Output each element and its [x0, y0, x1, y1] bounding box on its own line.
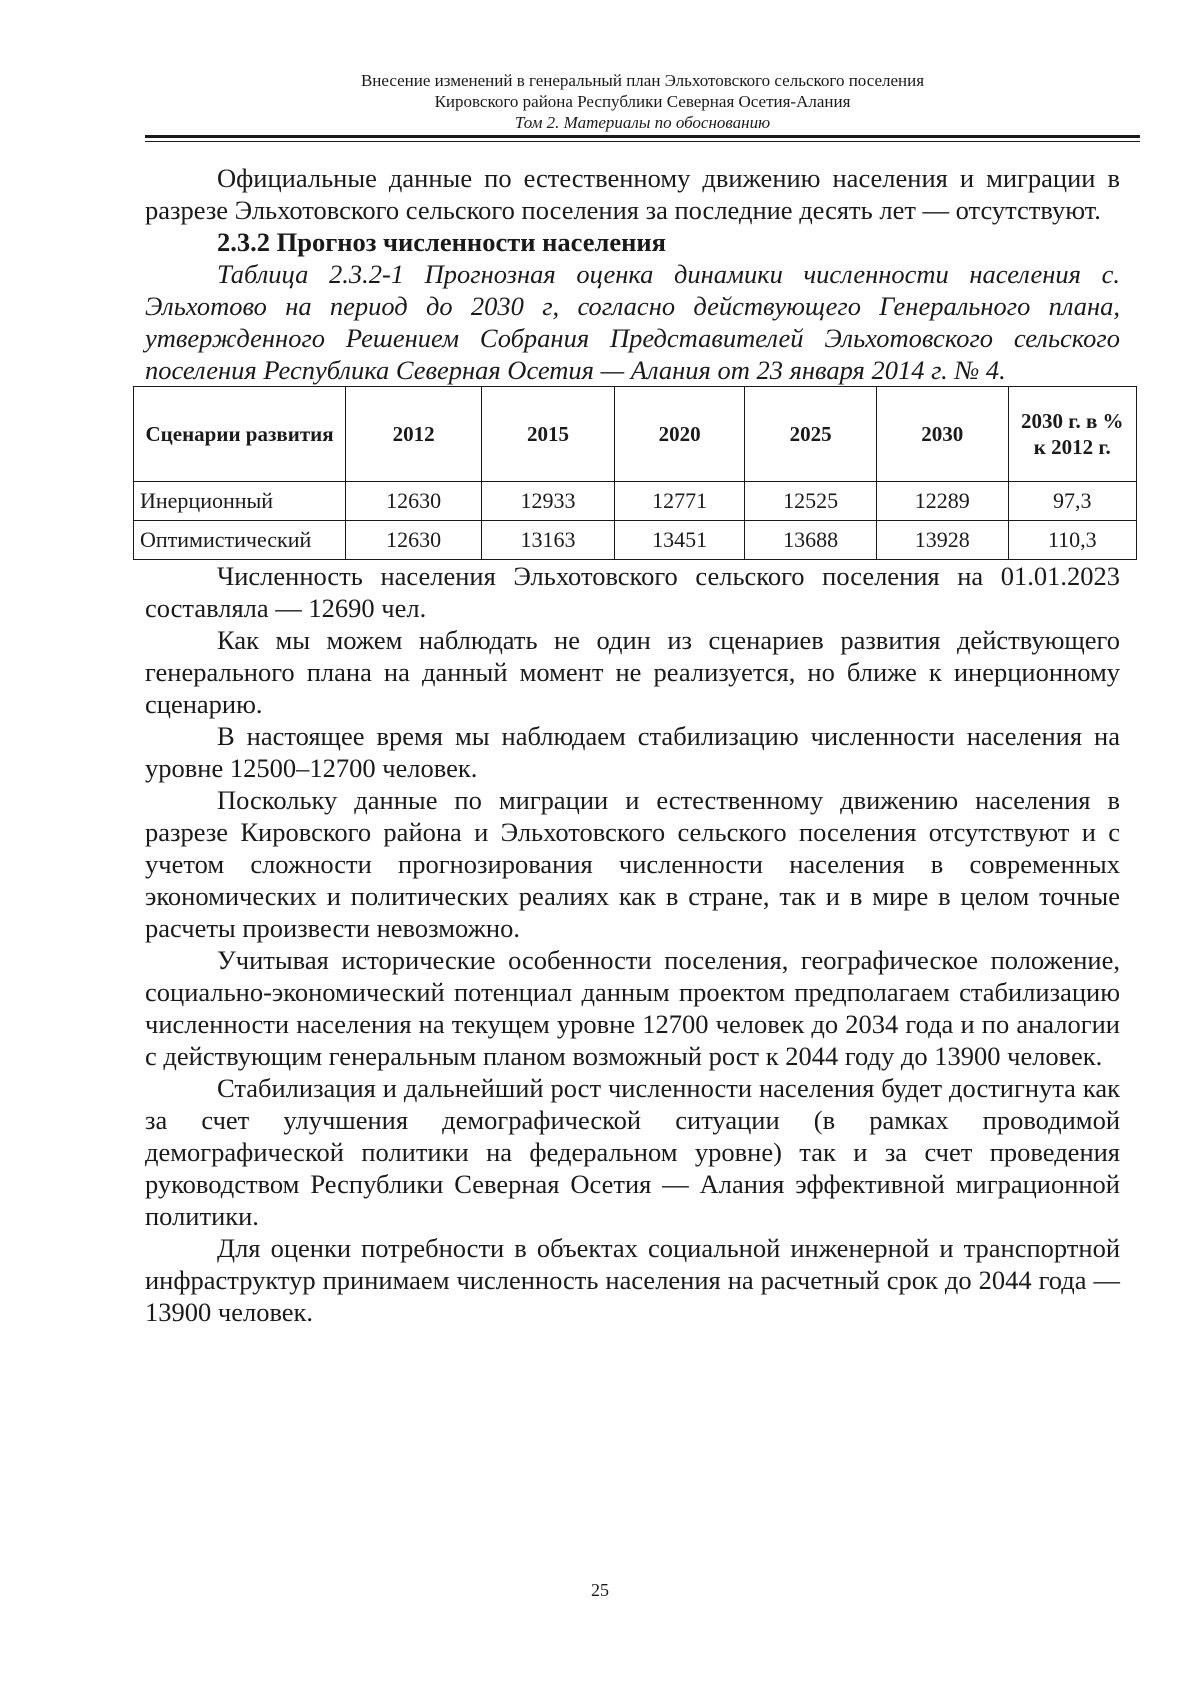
page-header — [145, 70, 1140, 133]
header-cell-2020: 2020 — [614, 387, 745, 482]
header-line-2: Кировского района Республики Северная Осетия-Алания — [434, 92, 851, 111]
table-cell: 12630 — [346, 521, 482, 560]
table-cell: 97,3 — [1008, 482, 1136, 521]
page-number: 25 — [591, 1580, 609, 1600]
header-line-3: Том 2. Материалы по обоснованию — [514, 113, 771, 132]
table-cell: 13163 — [482, 521, 615, 560]
body-paragraph: Как мы можем наблюдать не один из сценариев развития действующего генерального плана на данный момент не реализуется, но ближе к инерционному сценарию. — [145, 625, 1120, 719]
table-cell: 12525 — [745, 482, 877, 521]
body-paragraph: Для оценки потребности в объектах социальной инженерной и транспортной инфраструктур принимаем численность населения на расчетный срок до 2044 года — 13900 человек. — [145, 1233, 1120, 1327]
body-paragraph: Поскольку данные по миграции и естественному движению населения в разрезе Кировского района и Эльхотовского сельского поселения отсутствуют и с учетом сложности прогнозирования численности населения в современных экономических и политических реалиях как в стране, так и в мире в целом точные расчеты произвести невозможно. — [145, 785, 1120, 943]
header-line-1: Внесение изменений в генеральный план Эльхотовского сельского поселения — [360, 71, 925, 90]
header-rule-thick — [145, 135, 1140, 138]
header-cell-scenario: Сценарии развития — [134, 387, 346, 482]
population-forecast-table — [133, 386, 1137, 560]
body-paragraph: Численность населения Эльхотовского сельского поселения на 01.01.2023 составляла — 12690 чел. — [145, 561, 1120, 623]
header-cell-2015: 2015 — [482, 387, 615, 482]
table-cell: 12933 — [482, 482, 615, 521]
table-cell: 110,3 — [1008, 521, 1136, 560]
body-paragraph: Учитывая исторические особенности поселения, географическое положение, социально-экономический потенциал данным проектом предполагаем стабилизацию численности населения на текущем уровне 12700 человек до 2034 года и по аналогии с действующим генеральным планом возможный рост к 2044 году до 13900 человек. — [145, 945, 1120, 1071]
page-content — [140, 162, 1124, 1328]
header-cell-2025: 2025 — [745, 387, 877, 482]
body-paragraph: В настоящее время мы наблюдаем стабилизацию численности населения на уровне 12500–12700 человек. — [145, 721, 1120, 783]
table-header-row — [134, 387, 1137, 482]
table-caption: Таблица 2.3.2-1 Прогнозная оценка динамики численности населения с. Эльхотово на период до 2030 г, согласно действующего Генерального плана, утвержденного Решением Собрания Представителей Эльхотовского сельского поселения Республика Северная Осетия — Алания от 23 января 2014 г. № 4. — [145, 259, 1120, 385]
table-cell: 12771 — [614, 482, 745, 521]
header-cell-2012: 2012 — [346, 387, 482, 482]
table-cell: 12289 — [876, 482, 1008, 521]
body-paragraph: Стабилизация и дальнейший рост численности населения будет достигнута как за счет улучшения демографической ситуации (в рамках проводимой демографической политики на федеральном уровне) так и за счет проведения руководством Республики Северная Осетия — Алания эффективной миграционной политики. — [145, 1073, 1120, 1231]
header-cell-percent: 2030 г. в % к 2012 г. — [1008, 387, 1136, 482]
table-row — [134, 521, 1137, 560]
table-cell: 12630 — [346, 482, 482, 521]
header-cell-2030: 2030 — [876, 387, 1008, 482]
table-cell: 13928 — [876, 521, 1008, 560]
table-row — [134, 482, 1137, 521]
section-title: 2.3.2 Прогноз численности населения — [217, 227, 666, 257]
intro-paragraph: Официальные данные по естественному движению населения и миграции в разрезе Эльхотовского сельского поселения за последние десять лет — отсутствуют. — [145, 163, 1120, 225]
table-cell-scenario: Инерционный — [134, 482, 346, 521]
table-cell: 13688 — [745, 521, 877, 560]
table-cell: 13451 — [614, 521, 745, 560]
table-cell-scenario: Оптимистический — [134, 521, 346, 560]
header-rule-thin — [145, 141, 1140, 142]
